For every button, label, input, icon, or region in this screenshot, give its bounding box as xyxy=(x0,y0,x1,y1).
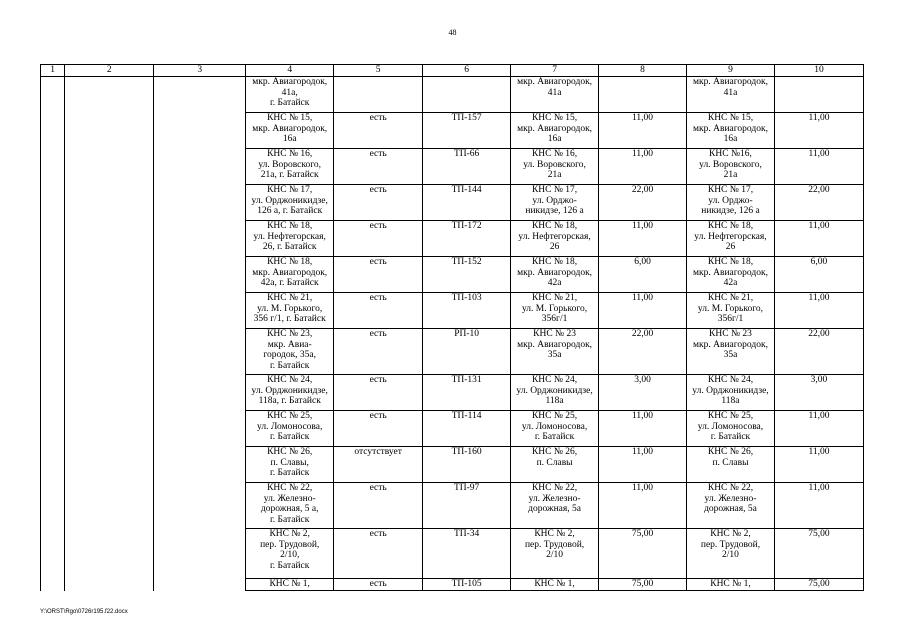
cell-col-10: 22,00 xyxy=(774,185,863,221)
cell-col-10: 11,00 xyxy=(774,293,863,329)
column-header: 10 xyxy=(774,65,863,77)
cell-col-6: ТП-152 xyxy=(423,257,511,293)
cell-col-7: КНС № 17, ул. Орджо- никидзе, 126 а xyxy=(511,185,599,221)
data-table xyxy=(40,64,864,591)
column-header: 5 xyxy=(334,65,423,77)
cell-col-4: мкр. Авиагородок, 41а, г. Батайск xyxy=(246,77,334,113)
cell-col-6: РП-10 xyxy=(423,329,511,375)
cell-col-10: 11,00 xyxy=(774,411,863,447)
column-header: 3 xyxy=(154,65,246,77)
page-number: 48 xyxy=(448,28,457,37)
cell-col-4: КНС № 1, xyxy=(246,579,334,591)
cell-col-10: 22,00 xyxy=(774,329,863,375)
cell-col-5: есть xyxy=(334,529,423,579)
cell-col-5: есть xyxy=(334,411,423,447)
cell-col-9: КНС № 24, ул. Орджоникидзе, 118а xyxy=(687,375,775,411)
cell-col-6: ТП-34 xyxy=(423,529,511,579)
cell-col-5: есть xyxy=(334,149,423,185)
cell-col-6: ТП-103 xyxy=(423,293,511,329)
cell-col-6: ТП-66 xyxy=(423,149,511,185)
column-3-cell xyxy=(154,77,246,591)
cell-col-10: 6,00 xyxy=(774,257,863,293)
cell-col-10 xyxy=(774,77,863,113)
cell-col-6 xyxy=(423,77,511,113)
column-header: 8 xyxy=(599,65,687,77)
cell-col-9: КНС № 18, мкр. Авиагородок, 42а xyxy=(687,257,775,293)
cell-col-5: есть xyxy=(334,221,423,257)
cell-col-10: 11,00 xyxy=(774,149,863,185)
column-header: 6 xyxy=(423,65,511,77)
header-row xyxy=(41,65,864,77)
cell-col-8 xyxy=(599,77,687,113)
cell-col-5: есть xyxy=(334,579,423,591)
cell-col-10: 11,00 xyxy=(774,447,863,483)
cell-col-8: 11,00 xyxy=(599,293,687,329)
cell-col-9: КНС № 21, ул. М. Горького, 356г/1 xyxy=(687,293,775,329)
cell-col-10: 11,00 xyxy=(774,483,863,529)
cell-col-8: 11,00 xyxy=(599,447,687,483)
cell-col-6: ТП-160 xyxy=(423,447,511,483)
cell-col-8: 11,00 xyxy=(599,149,687,185)
cell-col-7: КНС № 15, мкр. Авиагородок, 16а xyxy=(511,113,599,149)
cell-col-6: ТП-157 xyxy=(423,113,511,149)
table-body xyxy=(41,77,864,591)
cell-col-8: 6,00 xyxy=(599,257,687,293)
footer-file-path: Y:\ORST\Rgo\0726r195.f22.docx xyxy=(40,609,128,615)
cell-col-7: КНС № 21, ул. М. Горького, 356г/1 xyxy=(511,293,599,329)
cell-col-6: ТП-144 xyxy=(423,185,511,221)
cell-col-8: 11,00 xyxy=(599,113,687,149)
cell-col-8: 22,00 xyxy=(599,329,687,375)
cell-col-4: КНС № 15, мкр. Авиагородок, 16а xyxy=(246,113,334,149)
cell-col-4: КНС № 17, ул. Орджоникидзе, 126 а, г. Батайск xyxy=(246,185,334,221)
cell-col-6: ТП-131 xyxy=(423,375,511,411)
cell-col-9: КНС № 18, ул. Нефтегорская, 26 xyxy=(687,221,775,257)
cell-col-9: КНС № 17, ул. Орджо- никидзе, 126 а xyxy=(687,185,775,221)
cell-col-9: КНС № 25, ул. Ломоносова, г. Батайск xyxy=(687,411,775,447)
cell-col-8: 22,00 xyxy=(599,185,687,221)
column-header: 2 xyxy=(65,65,154,77)
cell-col-4: КНС № 23, мкр. Авиа- городок, 35а, г. Батайск xyxy=(246,329,334,375)
cell-col-8: 3,00 xyxy=(599,375,687,411)
cell-col-7: мкр. Авиагородок, 41а xyxy=(511,77,599,113)
column-2-cell xyxy=(65,77,154,591)
cell-col-6: ТП-114 xyxy=(423,411,511,447)
cell-col-4: КНС № 2, пер. Трудовой, 2/10, г. Батайск xyxy=(246,529,334,579)
cell-col-5: отсутствует xyxy=(334,447,423,483)
cell-col-10: 11,00 xyxy=(774,221,863,257)
column-1-cell xyxy=(41,77,65,591)
cell-col-4: КНС № 25, ул. Ломоносова, г. Батайск xyxy=(246,411,334,447)
cell-col-8: 11,00 xyxy=(599,483,687,529)
cell-col-9: КНС № 23 мкр. Авиагородок, 35а xyxy=(687,329,775,375)
cell-col-4: КНС № 22, ул. Железно- дорожная, 5 а, г. Батайск xyxy=(246,483,334,529)
cell-col-4: КНС № 26, п. Славы, г. Батайск xyxy=(246,447,334,483)
cell-col-9: КНС № 1, xyxy=(687,579,775,591)
column-header: 4 xyxy=(246,65,334,77)
cell-col-10: 11,00 xyxy=(774,113,863,149)
cell-col-8: 11,00 xyxy=(599,411,687,447)
cell-col-4: КНС № 21, ул. М. Горького, 356 г/1, г. Батайск xyxy=(246,293,334,329)
cell-col-5: есть xyxy=(334,329,423,375)
cell-col-5 xyxy=(334,77,423,113)
cell-col-8: 11,00 xyxy=(599,221,687,257)
cell-col-10: 3,00 xyxy=(774,375,863,411)
cell-col-7: КНС № 23 мкр. Авиагородок, 35а xyxy=(511,329,599,375)
column-header: 7 xyxy=(511,65,599,77)
cell-col-5: есть xyxy=(334,293,423,329)
column-header: 1 xyxy=(41,65,65,77)
cell-col-9: КНС № 2, пер. Трудовой, 2/10 xyxy=(687,529,775,579)
column-header: 9 xyxy=(687,65,775,77)
cell-col-4: КНС № 18, мкр. Авиагородок, 42а, г. Батайск xyxy=(246,257,334,293)
cell-col-7: КНС № 18, мкр. Авиагородок, 42а xyxy=(511,257,599,293)
cell-col-6: ТП-97 xyxy=(423,483,511,529)
cell-col-7: КНС № 18, ул. Нефтегорская, 26 xyxy=(511,221,599,257)
cell-col-5: есть xyxy=(334,375,423,411)
table-row xyxy=(41,77,864,113)
cell-col-5: есть xyxy=(334,483,423,529)
cell-col-5: есть xyxy=(334,185,423,221)
cell-col-7: КНС № 25, ул. Ломоносова, г. Батайск xyxy=(511,411,599,447)
cell-col-10: 75,00 xyxy=(774,529,863,579)
cell-col-7: КНС № 26, п. Славы xyxy=(511,447,599,483)
cell-col-5: есть xyxy=(334,257,423,293)
cell-col-9: КНС №16, ул. Воровского, 21а xyxy=(687,149,775,185)
cell-col-9: КНС № 22, ул. Железно- дорожная, 5а xyxy=(687,483,775,529)
cell-col-8: 75,00 xyxy=(599,579,687,591)
cell-col-9: мкр. Авиагородок, 41а xyxy=(687,77,775,113)
cell-col-4: КНС № 16, ул. Воровского, 21а, г. Батайск xyxy=(246,149,334,185)
cell-col-4: КНС № 18, ул. Нефтегорская, 26, г. Батайск xyxy=(246,221,334,257)
cell-col-9: КНС № 15, мкр. Авиагородок, 16а xyxy=(687,113,775,149)
cell-col-9: КНС № 26, п. Славы xyxy=(687,447,775,483)
cell-col-8: 75,00 xyxy=(599,529,687,579)
cell-col-7: КНС № 16, ул. Воровского, 21а xyxy=(511,149,599,185)
cell-col-4: КНС № 24, ул. Орджоникидзе, 118а, г. Батайск xyxy=(246,375,334,411)
cell-col-6: ТП-172 xyxy=(423,221,511,257)
cell-col-6: ТП-105 xyxy=(423,579,511,591)
cell-col-7: КНС № 1, xyxy=(511,579,599,591)
cell-col-10: 75,00 xyxy=(774,579,863,591)
cell-col-7: КНС № 22, ул. Железно- дорожная, 5а xyxy=(511,483,599,529)
cell-col-7: КНС № 2, пер. Трудовой, 2/10 xyxy=(511,529,599,579)
cell-col-5: есть xyxy=(334,113,423,149)
cell-col-7: КНС № 24, ул. Орджоникидзе, 118а xyxy=(511,375,599,411)
